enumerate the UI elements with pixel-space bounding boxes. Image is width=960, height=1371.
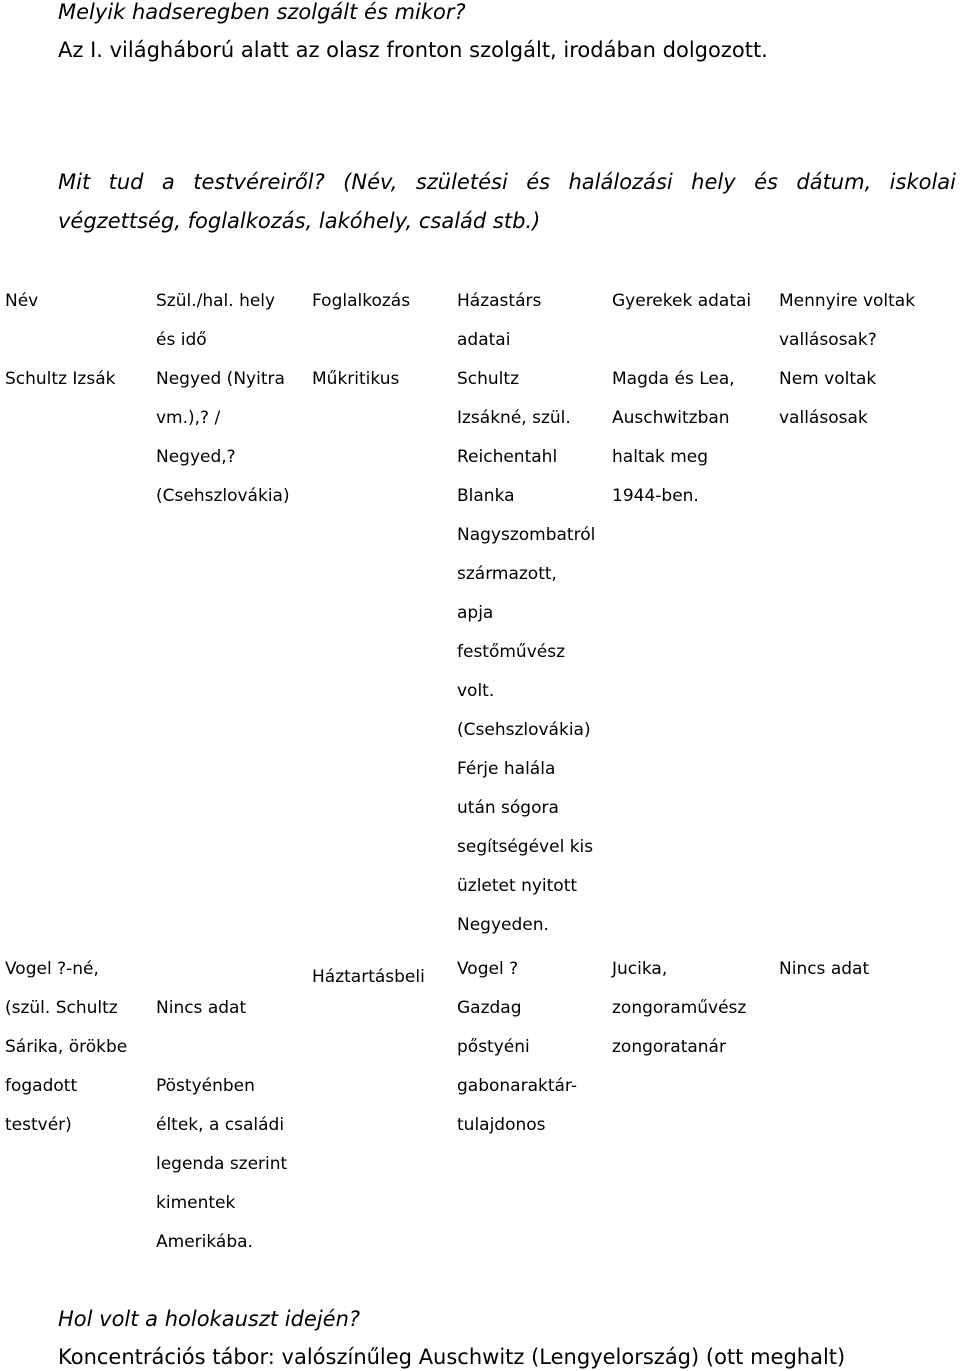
row1-birth-death: Negyed (Nyitra vm.),? / Negyed,? (Csehszlovákia) [156, 369, 290, 506]
question-siblings-line1: Mit tud a testvéreiről? (Név, születési és halálozási hely és dátum, iskolai [58, 170, 956, 194]
row2-spouse: Vogel ? Gazdag pőstyéni gabonaraktár- tulajdonos [457, 959, 577, 1135]
row2-birth-death: Nincs adat Pöstyénben éltek, a családi legenda szerint kimentek Amerikába. [156, 998, 288, 1252]
header-name: Név [5, 291, 39, 311]
answer-military-service: Az I. világháború alatt az olasz fronton szolgált, irodában dolgozott. [58, 38, 768, 62]
question-holocaust: Hol volt a holokauszt idején? [58, 1307, 361, 1331]
row1-children: Magda és Lea, Auschwitzban haltak meg 1944-ben. [612, 369, 735, 506]
row2-religiosity: Nincs adat [779, 959, 870, 979]
row2-children: Jucika, zongoraművész zongoratanár [612, 959, 747, 1057]
row1-religiosity: Nem voltak vallásosak [779, 369, 877, 428]
row2-occupation: Háztartásbeli [312, 967, 425, 987]
header-spouse: Házastárs adatai [457, 291, 542, 350]
row1-name: Schultz Izsák [5, 369, 116, 389]
header-religiosity: Mennyire voltak vallásosak? [779, 291, 916, 350]
header-birth-death: Szül./hal. hely és idő [156, 291, 276, 350]
header-children: Gyerekek adatai [612, 291, 752, 311]
question-military-service: Melyik hadseregben szolgált és mikor? [58, 0, 466, 24]
header-occupation: Foglalkozás [312, 291, 411, 311]
row1-spouse: Schultz Izsákné, szül. Reichentahl Blanka Nagyszombatról származott, apja festőművész volt. (Csehszlovákia) Férje halála után sógora segítségével kis üzletet nyitott Negyeden. [457, 369, 596, 935]
row2-name: Vogel ?-né, (szül. Schultz Sárika, örökbe fogadott testvér) [5, 959, 128, 1135]
question-siblings-line2: végzettség, foglalkozás, lakóhely, család stb.) [58, 209, 541, 233]
answer-holocaust: Koncentrációs tábor: valószínűleg Auschwitz (Lengyelország) (ott meghalt) [58, 1345, 846, 1369]
row1-occupation: Műkritikus [312, 369, 400, 389]
